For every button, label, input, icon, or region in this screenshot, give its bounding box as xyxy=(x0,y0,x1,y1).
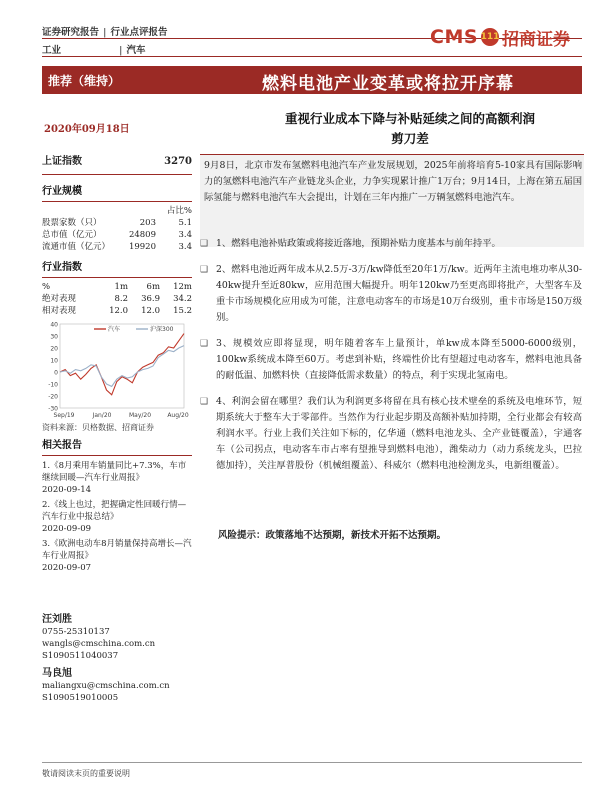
analyst-cert: S1090519010005 xyxy=(42,693,119,703)
report-date: 2020年09月18日 xyxy=(44,124,130,135)
industry-performance-chart xyxy=(42,318,192,420)
lead-paragraph: 9月8日，北京市发布氢燃料电池汽车产业发展规划，2025年前将培育5-10家具有国际影响力的氢燃料电池汽车产业链龙头企业，力争实现累计推广1万台；9月14日，上海在第五届国际氢能与燃料电池汽车大会提出，计划在三年内推广一万辆氢燃料电池汽车。 xyxy=(204,160,582,203)
industry-index xyxy=(42,258,192,317)
report-category: 证券研究报告 xyxy=(42,27,100,38)
related-report-link[interactable]: 1.《8月乘用车销量同比+7.3%，车市继续回暖—汽车行业周报》 xyxy=(42,461,187,483)
divider xyxy=(42,455,192,456)
x-tick-label: Aug/20 xyxy=(167,412,189,419)
bullet-list xyxy=(200,236,582,474)
pct-header: 占比% xyxy=(166,206,192,216)
industry: 汽车 xyxy=(126,45,146,56)
series-line-1 xyxy=(60,334,184,395)
analyst-name: 马良旭 xyxy=(42,668,72,679)
subtitle xyxy=(236,109,584,149)
report-title: 燃料电池产业变革或将拉开序幕 xyxy=(262,74,514,94)
sector-line: 工业 | 汽车 xyxy=(42,45,146,56)
series-line-2 xyxy=(60,346,184,387)
footer-note: 敬请阅读末页的重要说明 xyxy=(42,769,130,778)
scale-row: 总市值（亿元） 24809 3.4 xyxy=(42,230,192,240)
y-tick-label: -20 xyxy=(48,393,58,401)
y-tick-label: 40 xyxy=(50,321,58,329)
bullet-square-icon: ❑ xyxy=(200,339,209,349)
related-report-link[interactable]: 2.《线上也过，把握确定性回暖行情—汽车行业中报总结》 xyxy=(42,500,187,522)
chart-source: 资料来源：贝格数据、招商证券 xyxy=(42,423,154,432)
perf-header-row: % 1m 6m 12m xyxy=(42,282,192,292)
analyst-1 xyxy=(42,614,192,662)
x-tick-label: May/20 xyxy=(128,412,152,419)
cms-logo xyxy=(430,24,580,50)
analyst-email[interactable]: maliangxu@cmschina.com.cn xyxy=(42,681,170,691)
risk-warning: 风险提示：政策落地不达预期，新技术开拓不达预期。 xyxy=(218,530,447,541)
y-tick-label: 0 xyxy=(54,369,58,377)
scale-title: 行业规模 xyxy=(42,186,82,197)
related-report-date: 2020-09-07 xyxy=(42,563,92,573)
index-label: 上证指数 xyxy=(42,156,82,167)
rating: 推荐（维持） xyxy=(48,74,121,88)
related-report-date: 2020-09-09 xyxy=(42,524,92,534)
analyst-email[interactable]: wangls@cmschina.com.cn xyxy=(42,639,156,649)
divider xyxy=(42,174,192,175)
plot-frame xyxy=(60,324,184,408)
divider xyxy=(42,277,192,278)
analyst-name: 汪刘胜 xyxy=(42,614,72,625)
bullet-item: ❑ 1、燃料电池补贴政策或将接近落地，预期补贴力度基本与前年持平。 xyxy=(200,236,582,252)
analyst-cert: S1090511040037 xyxy=(42,651,119,661)
y-tick-label: 10 xyxy=(50,357,58,365)
y-tick-label: -10 xyxy=(48,381,58,389)
logo-text-cn: 招商证券 xyxy=(502,29,571,50)
subtitle-line-2: 剪刀差 xyxy=(391,131,429,146)
related-title: 相关报告 xyxy=(42,440,82,451)
related-reports xyxy=(42,436,192,574)
related-report-date: 2020-09-14 xyxy=(42,485,92,495)
scale-row: 股票家数（只） 203 5.1 xyxy=(42,218,192,228)
perf-row: 绝对表现 8.2 36.9 34.2 xyxy=(42,294,192,304)
footer-divider xyxy=(42,762,582,763)
report-type-line: 证券研究报告 | 行业点评报告 xyxy=(42,27,168,38)
bullet-item: ❑ 4、利润会留在哪里？我们认为利润更多将留在具有核心技术壁垒的系统及电堆环节，短期系统大于整车大于零部件。当然作为行业起步期及高额补贴加持期，全行业都会有较高利润水平。行业上我们关注如下标的，亿华通（燃料电池龙头、全产业链覆盖），宇通客车（公司拐点，电动客车市占率有望推导到燃料电池），潍柴动力（动力系统龙头，巴拉德加持），关注厚普股份（机械组覆盖）、科威尔（燃料电池检测龙头，电新组覆盖）。 xyxy=(200,394,582,474)
header-divider-2 xyxy=(42,56,582,57)
perf-row: 相对表现 12.0 12.0 15.2 xyxy=(42,306,192,316)
divider xyxy=(42,201,192,202)
x-tick-label: Jan/20 xyxy=(92,412,112,419)
logo-seal-icon: 111 xyxy=(481,28,499,46)
bullet-square-icon: ❑ xyxy=(200,397,209,407)
perf-title: 行业指数 xyxy=(42,262,82,273)
index-value: 3270 xyxy=(164,156,192,167)
bullet-square-icon: ❑ xyxy=(200,239,209,249)
subtitle-line-1: 重视行业成本下降与补贴延续之间的高额利润 xyxy=(284,111,535,126)
legend-label: 汽车 xyxy=(108,326,121,333)
bullet-item: ❑ 2、燃料电池近两年成本从2.5万-3万/kw降低至20年1万/kw。近两年主流电堆功率从30-40kw提升至近80kw，应用范围大幅提升。明年120kw乃至更高即将批产，大型客车及重卡市场规模化应用成为可能，注意电动客车的市场是10万台级别，重卡市场是150万级别。 xyxy=(200,262,582,326)
y-tick-label: -30 xyxy=(48,405,58,413)
related-report-link[interactable]: 3.《欧洲电动车8月销量保持高增长—汽车行业周报》 xyxy=(42,539,192,561)
scale-row: 流通市值（亿元） 19920 3.4 xyxy=(42,242,192,252)
logo-text-en: CMS xyxy=(430,26,479,48)
index-block xyxy=(42,156,192,175)
report-subcategory: 行业点评报告 xyxy=(110,27,168,38)
y-tick-label: 30 xyxy=(50,333,58,341)
analyst-2 xyxy=(42,668,192,704)
analyst-phone: 0755-25310137 xyxy=(42,627,110,637)
industry-scale xyxy=(42,182,192,253)
sector: 工业 xyxy=(42,45,62,56)
x-tick-label: Sep/19 xyxy=(53,412,75,419)
y-tick-label: 20 xyxy=(50,345,58,353)
bullet-item: ❑ 3、规模效应即将显现，明年随着客车上量预计，单kw成本降至5000-6000级别，100kw系统成本降至60万。考虑到补贴，终端性价比有望超过电动客车，燃料电池具备的耐低温、加燃料快（直接降低需求数量）的特点，利于实现北氢南电。 xyxy=(200,336,582,384)
legend-label: 沪深300 xyxy=(150,326,174,333)
bullet-square-icon: ❑ xyxy=(200,265,209,275)
